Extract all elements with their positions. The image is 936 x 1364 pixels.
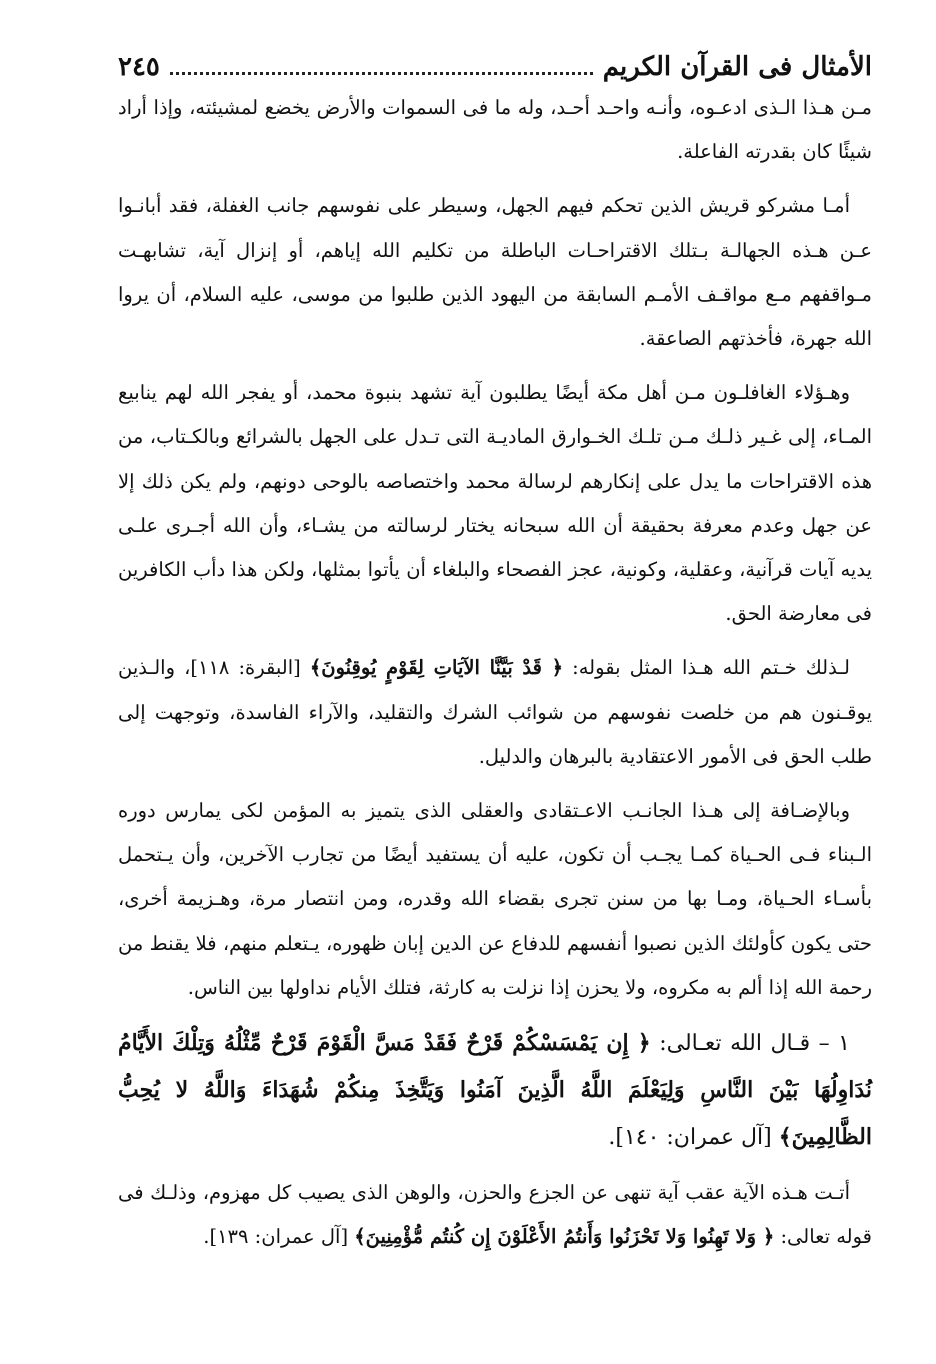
dotted-leader <box>170 72 593 75</box>
running-title: الأمثال فى القرآن الكريم <box>602 52 872 82</box>
verse-citation: [آل عمران: ١٣٩]. <box>203 1225 355 1249</box>
paragraph-lead-in: أتـت هـذه الآية عقب آية تنهى عن الجزع والحزن، والوهن الذى يصيب كل مهزوم، وذلـك فى قوله تعالى: <box>118 1181 872 1249</box>
paragraph-7 <box>118 1171 872 1259</box>
paragraph-text: أمـا مشركو قريش الذين تحكم فيهم الجهل، وسيطر على نفوسهم جانب الغفلة، فقد أبانـوا عـن هـذه الجهالـة بـتلك الاقتراحـات الباطلة من تكليم الله إياهم، أو إنزال آية، تشابهـت مـواقفهم مـع مواقـف الأمـم السابقة من اليهود الذين طلبوا من موسى، عليه السلام، أن يروا الله جهرة، فأخذتهم الصاعقة. <box>118 194 872 351</box>
paragraph-text: وبالإضـافة إلى هـذا الجانـب الاعـتقادى والعقلى الذى يتميز به المؤمن لكى يمارس دوره الـبناء فـى الحـياة كمـا يجـب أن تكون، عليه أن يستفيد أيضًا من تجارب الآخرين، وأن يـتحمل بأسـاء الحـياة، ومـا بها من سنن تجرى بقضاء الله وقدره، ومن انتصار مرة، وهـزيمة أخرى، حتى يكون كأولئك الذين نصبوا أنفسهم للدفاع عن الدين إبان ظهوره، يـتعلم منهم، فلا يقنط من رحمة الله إذا ألم به مكروه، ولا يحزن إذا نزلت به كارثة، فتلك الأيام نداولها بين الناس. <box>118 799 872 999</box>
page-header <box>118 36 872 80</box>
paragraph-lead-in: لـذلك خـتم الله هـذا المثل بقوله: <box>563 656 850 680</box>
paragraph-1 <box>118 86 872 174</box>
paragraph-2 <box>118 184 872 361</box>
quran-verse: ﴿ قَدْ بَيَّنَّا الآيَاتِ لِقَوْمٍ يُوقِنُونَ﴾ <box>309 656 564 680</box>
paragraph-text: مـن هـذا الـذى ادعـوه، وأنـه واحـد أحـد، وله ما فى السموات والأرض يخضع لمشيئته، وإذا أراد شيئًا كان بقدرته الفاعلة. <box>118 96 872 164</box>
quran-verse: ﴿ إِن يَمْسَسْكُمْ قَرْحٌ فَقَدْ مَسَّ الْقَوْمَ قَرْحٌ مِّثْلُهُ وَتِلْكَ الأَيَّامُ نُدَاوِلُهَا بَيْنَ النَّاسِ وَلِيَعْلَمَ اللَّهُ الَّذِينَ آمَنُوا وَيَتَّخِذَ مِنكُمْ شُهَدَاءَ وَاللَّهُ لا يُحِبُّ الظَّالِمِينَ﴾ <box>118 1030 872 1151</box>
paragraph-5 <box>118 789 872 1010</box>
verse-citation-and-text: [البقرة: ١١٨]، والـذين يوقـنون هم من خلصت نفوسهم من شوائب الشرك والتقليد، والآراء الفاسدة، وتوجهت إلى طلب الحق فى الأمور الاعتقادية بالبرهان والدليل. <box>118 656 872 768</box>
paragraph-6 <box>118 1020 872 1161</box>
body-text <box>118 86 872 1259</box>
verse-citation: [آل عمران: ١٤٠]. <box>608 1125 779 1151</box>
page-number: ٢٤٥ <box>118 52 160 82</box>
paragraph-4 <box>118 646 872 779</box>
paragraph-3 <box>118 371 872 636</box>
paragraph-lead-in: ١ – قـال الله تعـالى: <box>650 1031 850 1057</box>
quran-verse: ﴿ وَلا تَهِنُوا وَلا تَحْزَنُوا وَأَنتُمُ الأَعْلَوْنَ إِن كُنتُم مُّؤْمِنِينَ﴾ <box>354 1225 775 1249</box>
paragraph-text: وهـؤلاء الغافلـون مـن أهل مكة أيضًا يطلبون آية تشهد بنبوة محمد، أو يفجر الله لهم ينابيع المـاء، إلى غـير ذلـك مـن تلـك الخـوارق الماديـة التى تـدل على الجهل بالشرائع وبالكـتاب، من هذه الاقتراحات ما يدل على إنكارهم لرسالة محمد واختصاصه بالوحى دونهم، ولم يكن ذلك إلا عن جهل وعدم معرفة بحقيقة أن الله سبحانه يختار لرسالته من يشـاء، وأن الله أجـرى علـى يديه آيات قرآنية، وعقلية، وكونية، عجز الفصحاء والبلغاء أن يأتوا بمثلها، ولكن هذا دأب الكافرين فى معارضة الحق. <box>118 381 872 626</box>
